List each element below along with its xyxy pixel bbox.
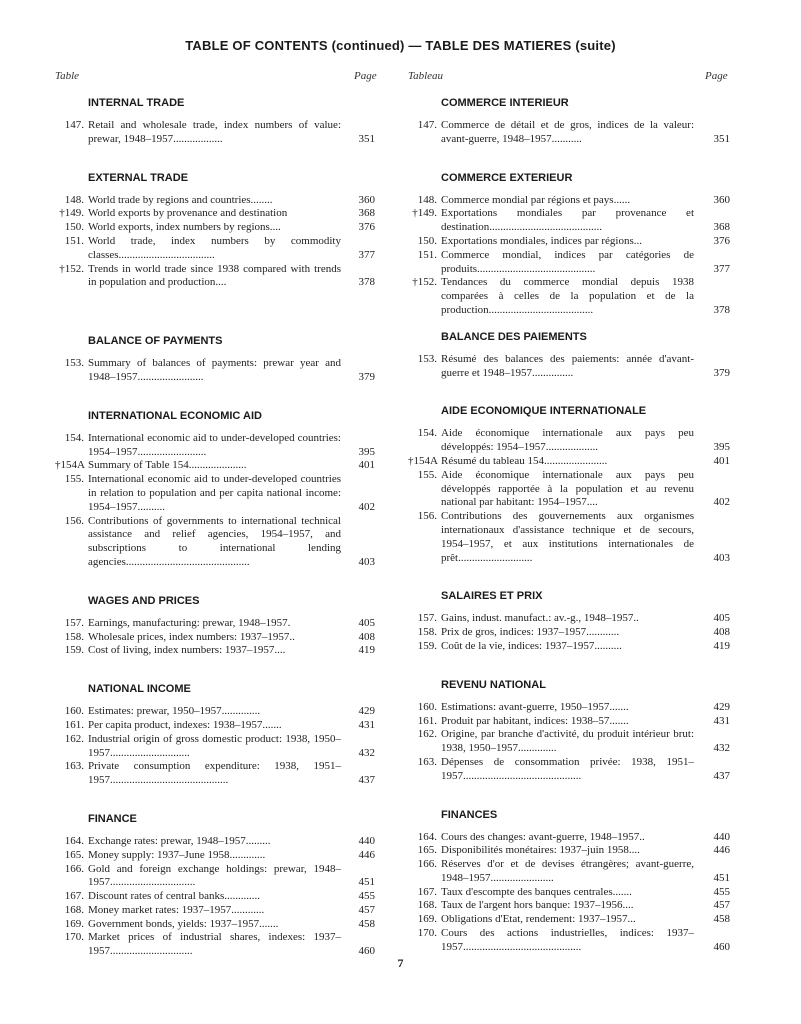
page-ref: 429: [358, 705, 375, 718]
table-number: 156.: [417, 510, 437, 523]
table-number: 168.: [417, 899, 437, 912]
entry-title: Cost of living, index numbers: 1937–1957....: [88, 644, 286, 657]
left-table-header: Table: [55, 70, 80, 82]
page-ref: 360: [713, 193, 730, 206]
page-ref: 402: [358, 500, 375, 513]
french-contents-column: [408, 96, 730, 955]
table-number: 157.: [417, 612, 437, 625]
toc-entry: [55, 207, 375, 221]
page-ref: 455: [358, 890, 375, 903]
english-contents-column: [55, 96, 375, 959]
table-number: 166.: [417, 858, 437, 871]
entry-title: Private consumption expenditure: 1938, 1951–1957...........................................: [88, 760, 341, 787]
toc-entry: [408, 455, 730, 469]
table-number: 163.: [64, 760, 84, 773]
entry-title: Prix de gros, indices: 1937–1957............: [441, 626, 620, 639]
entry-title: Taux de l'argent hors banque: 1937–1956....: [441, 899, 634, 912]
toc-section: [55, 171, 375, 291]
table-number: 164.: [417, 830, 437, 843]
entry-title: Commerce mondial par régions et pays......: [441, 193, 631, 206]
entry-title: Résumé des balances des paiements: année d'avant-guerre et 1948–1957...............: [441, 352, 694, 379]
page-ref: 377: [358, 248, 375, 261]
table-number: 161.: [417, 714, 437, 727]
page-ref: 419: [358, 644, 375, 657]
toc-entry: [55, 357, 375, 385]
page-ref: 429: [713, 700, 730, 713]
entry-title: Disponibilités monétaires: 1937–juin 1958....: [441, 844, 640, 857]
page-ref: 431: [358, 718, 375, 731]
toc-section: [55, 96, 375, 147]
table-number: 170.: [417, 927, 437, 940]
page-ref: 457: [713, 899, 730, 912]
page-ref: 405: [713, 612, 730, 625]
entry-title: Origine, par branche d'activité, du produit intérieur brut: 1938, 1950–1957..............: [441, 728, 694, 755]
entry-title: Cours des changes: avant-guerre, 1948–1957..: [441, 830, 645, 843]
entry-title: Résumé du tableau 154.......................: [441, 454, 608, 467]
toc-entry: [408, 715, 730, 729]
entry-title: Wholesale prices, index numbers: 1937–1957..: [88, 630, 295, 643]
table-number: 151.: [417, 248, 437, 261]
table-number: †152.: [412, 276, 437, 289]
page-ref: 408: [358, 630, 375, 643]
page-ref: 446: [713, 844, 730, 857]
section-title: BALANCE OF PAYMENTS: [88, 335, 223, 348]
table-number: 156.: [64, 514, 84, 527]
table-number: 168.: [64, 903, 84, 916]
toc-section: [55, 334, 375, 385]
table-number: 148.: [417, 193, 437, 206]
table-number: 155.: [417, 468, 437, 481]
toc-section: [408, 96, 730, 147]
table-number: †152.: [59, 262, 84, 275]
entry-title: Estimations: avant-guerre, 1950–1957.......: [441, 700, 629, 713]
entry-title: World trade, index numbers by commodity classes...................................: [88, 234, 341, 261]
toc-entry: [55, 617, 375, 631]
entry-title: Government bonds, yields: 1937–1957.......: [88, 917, 279, 930]
entry-title: Exportations mondiales, indices par régions...: [441, 234, 643, 247]
page-ref: 395: [713, 441, 730, 454]
toc-entry: [55, 719, 375, 733]
toc-entry: [408, 899, 730, 913]
table-number: 153.: [64, 357, 84, 370]
toc-section: [408, 808, 730, 955]
toc-section: [408, 171, 730, 318]
toc-entry: [408, 119, 730, 147]
entry-title: Market prices of industrial shares, indexes: 1937–1957..............................: [88, 931, 341, 958]
entry-title: Exchange rates: prewar, 1948–1957.........: [88, 834, 271, 847]
table-number: 151.: [64, 234, 84, 247]
toc-entry: [55, 705, 375, 719]
entry-title: Aide économique internationale aux pays peu développés: 1954–1957...................: [441, 427, 694, 454]
page-ref: 419: [713, 639, 730, 652]
toc-entry: [408, 469, 730, 510]
section-title: SALAIRES ET PRIX: [441, 590, 543, 603]
page-ref: 440: [358, 834, 375, 847]
page-ref: 451: [713, 871, 730, 884]
table-number: †154A: [408, 454, 438, 467]
section-title: COMMERCE INTERIEUR: [441, 97, 569, 109]
page-title: TABLE OF CONTENTS (continued) — TABLE DES MATIERES (suite): [185, 38, 616, 53]
toc-entry: [55, 263, 375, 291]
page-ref: 431: [713, 714, 730, 727]
page-ref: 377: [713, 262, 730, 275]
toc-entry: [55, 760, 375, 788]
entry-title: Gains, indust. manufact.: av.-g., 1948–1957..: [441, 612, 639, 625]
page-ref: 458: [713, 913, 730, 926]
page-ref: 401: [713, 454, 730, 467]
section-title: NATIONAL INCOME: [88, 683, 191, 696]
toc-entry: [55, 235, 375, 263]
section-title: INTERNAL TRADE: [88, 97, 185, 109]
entry-title: Trends in world trade since 1938 compared with trends in population and production....: [88, 262, 341, 289]
toc-entry: [55, 931, 375, 959]
section-title: BALANCE DES PAIEMENTS: [441, 330, 587, 343]
page-ref: 446: [358, 848, 375, 861]
entry-title: Earnings, manufacturing: prewar, 1948–1957.: [88, 616, 291, 629]
entry-title: Money supply: 1937–June 1958.............: [88, 848, 266, 861]
section-title: AIDE ECONOMIQUE INTERNATIONALE: [441, 405, 647, 418]
table-number: 166.: [64, 862, 84, 875]
toc-entry: [55, 221, 375, 235]
page-ref: 376: [358, 221, 375, 234]
entry-title: Exportations mondiales par provenance et destination.........................................: [441, 207, 694, 234]
table-number: 147.: [417, 119, 437, 131]
section-title: REVENU NATIONAL: [441, 678, 546, 691]
toc-section: [408, 330, 730, 381]
page-ref: 405: [358, 616, 375, 629]
table-number: 161.: [64, 718, 84, 731]
entry-title: Money market rates: 1937–1957............: [88, 903, 265, 916]
entry-title: Réserves d'or et de devises étrangères; avant-guerre, 1948–1957.......................: [441, 858, 694, 884]
toc-entry: [408, 276, 730, 317]
entry-title: Produit par habitant, indices: 1938–57.......: [441, 714, 629, 727]
toc-section: [55, 409, 375, 570]
entry-title: Retail and wholesale trade, index numbers of value: prewar, 1948–1957..................: [88, 119, 341, 145]
table-number: 165.: [417, 844, 437, 857]
table-number: 169.: [64, 917, 84, 930]
page-ref: 451: [358, 876, 375, 889]
page-ref: 455: [713, 885, 730, 898]
toc-section: [408, 678, 730, 784]
page-ref: 360: [358, 193, 375, 206]
page-ref: 432: [713, 742, 730, 755]
toc-entry: [408, 510, 730, 565]
page-ref: 378: [713, 303, 730, 316]
left-page-header: Page: [354, 70, 377, 82]
toc-entry: [408, 194, 730, 208]
toc-section: [408, 589, 730, 653]
toc-entry: [55, 644, 375, 658]
page-number: 7: [397, 956, 404, 970]
toc-entry: [408, 640, 730, 654]
table-number: 158.: [64, 630, 84, 643]
table-number: 154.: [64, 431, 84, 444]
page-ref: 460: [358, 945, 375, 958]
entry-title: International economic aid to under-developed countries in relation to population and per capita national income: 1954–1957..........: [88, 473, 341, 513]
table-number: 163.: [417, 755, 437, 768]
page-ref: 351: [358, 132, 375, 145]
toc-entry: [55, 631, 375, 645]
table-number: 162.: [417, 728, 437, 741]
entry-title: Cours des actions industrielles, indices: 1937–1957...........................................: [441, 927, 694, 953]
table-number: 157.: [64, 616, 84, 629]
toc-entry: [408, 207, 730, 235]
table-number: 155.: [64, 473, 84, 486]
toc-entry: [408, 728, 730, 756]
entry-title: Commerce mondial, indices par catégories de produits...........................................: [441, 248, 694, 275]
table-number: 150.: [417, 234, 437, 247]
table-number: 170.: [64, 931, 84, 944]
page-ref: 368: [358, 207, 375, 220]
table-number: 154.: [417, 427, 437, 440]
toc-entry: [408, 927, 730, 955]
table-number: 160.: [64, 705, 84, 718]
page-ref: 379: [358, 370, 375, 383]
toc-entry: [408, 249, 730, 277]
toc-entry: [55, 194, 375, 208]
toc-entry: [408, 612, 730, 626]
toc-entry: [408, 858, 730, 886]
table-number: †149.: [412, 207, 437, 220]
toc-entry: [55, 918, 375, 932]
section-title: INTERNATIONAL ECONOMIC AID: [88, 409, 262, 422]
entry-title: World trade by regions and countries........: [88, 193, 273, 206]
entry-title: Summary of Table 154.....................: [88, 459, 247, 472]
toc-entry: [408, 756, 730, 784]
toc-entry: [55, 459, 375, 473]
entry-title: World exports, index numbers by regions....: [88, 221, 281, 234]
table-number: 150.: [64, 221, 84, 234]
toc-section: [55, 812, 375, 959]
entry-title: International economic aid to under-developed countries: 1954–1957.........................: [88, 431, 341, 458]
table-number: †154A: [55, 459, 85, 472]
table-number: 159.: [64, 644, 84, 657]
entry-title: Coût de la vie, indices: 1937–1957..........: [441, 639, 622, 652]
entry-title: World exports by provenance and destination: [88, 207, 288, 220]
entry-title: Aide économique internationale aux pays peu développés rapportée à la population et au revenu national par habitant: 1954–1957....: [441, 468, 694, 509]
section-title: FINANCES: [441, 808, 498, 821]
page-ref: 432: [358, 746, 375, 759]
table-number: 159.: [417, 639, 437, 652]
entry-title: Tendances du commerce mondial depuis 1938 comparées à celles de la population et de la production......................................: [441, 276, 694, 316]
page-ref: 368: [713, 221, 730, 234]
table-number: 167.: [64, 890, 84, 903]
toc-section: [55, 682, 375, 788]
table-number: 164.: [64, 834, 84, 847]
entry-title: Commerce de détail et de gros, indices de la valeur: avant-guerre, 1948–1957...........: [441, 119, 694, 145]
page-ref: 351: [713, 132, 730, 145]
table-number: 167.: [417, 885, 437, 898]
page-ref: 395: [358, 445, 375, 458]
table-number: 153.: [417, 352, 437, 365]
page-ref: 437: [713, 769, 730, 782]
table-number: 162.: [64, 732, 84, 745]
entry-title: Contributions of governments to international technical assistance and relief agencies, 1954–1957, and subscriptions to international lending agencies.............................................: [88, 514, 341, 568]
toc-entry: [55, 863, 375, 891]
toc-entry: [55, 904, 375, 918]
toc-entry: [408, 844, 730, 858]
entry-title: Dépenses de consommation privée: 1938, 1951–1957...........................................: [441, 755, 694, 782]
entry-title: Summary of balances of payments: prewar year and 1948–1957........................: [88, 357, 341, 383]
entry-title: Per capita product, indexes: 1938–1957.......: [88, 718, 282, 731]
toc-section: [55, 594, 375, 658]
entry-title: Discount rates of central banks.............: [88, 890, 260, 903]
page-ref: 401: [358, 459, 375, 472]
toc-entry: [55, 849, 375, 863]
page-ref: 402: [713, 496, 730, 509]
toc-entry: [55, 432, 375, 460]
page-ref: 440: [713, 830, 730, 843]
toc-entry: [55, 473, 375, 514]
page-ref: 408: [713, 626, 730, 639]
entry-title: Obligations d'Etat, rendement: 1937–1957...: [441, 913, 636, 926]
page-ref: 403: [713, 551, 730, 564]
toc-entry: [408, 427, 730, 455]
section-title: FINANCE: [88, 812, 137, 825]
toc-entry: [408, 235, 730, 249]
toc-entry: [408, 626, 730, 640]
page-ref: 458: [358, 917, 375, 930]
toc-entry: [408, 886, 730, 900]
page-ref: 457: [358, 903, 375, 916]
toc-entry: [408, 701, 730, 715]
entry-title: Estimates: prewar, 1950–1957..............: [88, 705, 261, 718]
toc-entry: [55, 890, 375, 904]
section-title: WAGES AND PRICES: [88, 594, 200, 607]
page-ref: 376: [713, 234, 730, 247]
table-number: 169.: [417, 913, 437, 926]
table-number: 148.: [64, 193, 84, 206]
page-ref: 379: [713, 366, 730, 379]
table-number: †149.: [59, 207, 84, 220]
right-table-header: Tableau: [408, 70, 444, 82]
page-ref: 378: [358, 276, 375, 289]
page-ref: 460: [713, 940, 730, 953]
table-number: 147.: [64, 119, 84, 131]
toc-entry: [55, 515, 375, 570]
section-title: EXTERNAL TRADE: [88, 171, 189, 184]
page-ref: 403: [358, 555, 375, 568]
toc-entry: [408, 831, 730, 845]
table-number: 158.: [417, 626, 437, 639]
table-number: 165.: [64, 848, 84, 861]
toc-entry: [408, 913, 730, 927]
toc-entry: [408, 353, 730, 381]
entry-title: Contributions des gouvernements aux organismes internationaux d'assistance technique et de secours, 1954–1957, et aux institutions internationales de prêt...........................: [441, 510, 694, 564]
toc-entry: [55, 119, 375, 147]
entry-title: Taux d'escompte des banques centrales.......: [441, 885, 632, 898]
right-page-header: Page: [705, 70, 728, 82]
toc-section: [408, 404, 730, 565]
toc-entry: [55, 733, 375, 761]
page-ref: 437: [358, 774, 375, 787]
toc-entry: [55, 835, 375, 849]
table-number: 160.: [417, 700, 437, 713]
section-title: COMMERCE EXTERIEUR: [441, 171, 573, 184]
entry-title: Industrial origin of gross domestic product: 1938, 1950–1957.............................: [88, 732, 341, 759]
entry-title: Gold and foreign exchange holdings: prewar, 1948–1957...............................: [88, 862, 341, 889]
